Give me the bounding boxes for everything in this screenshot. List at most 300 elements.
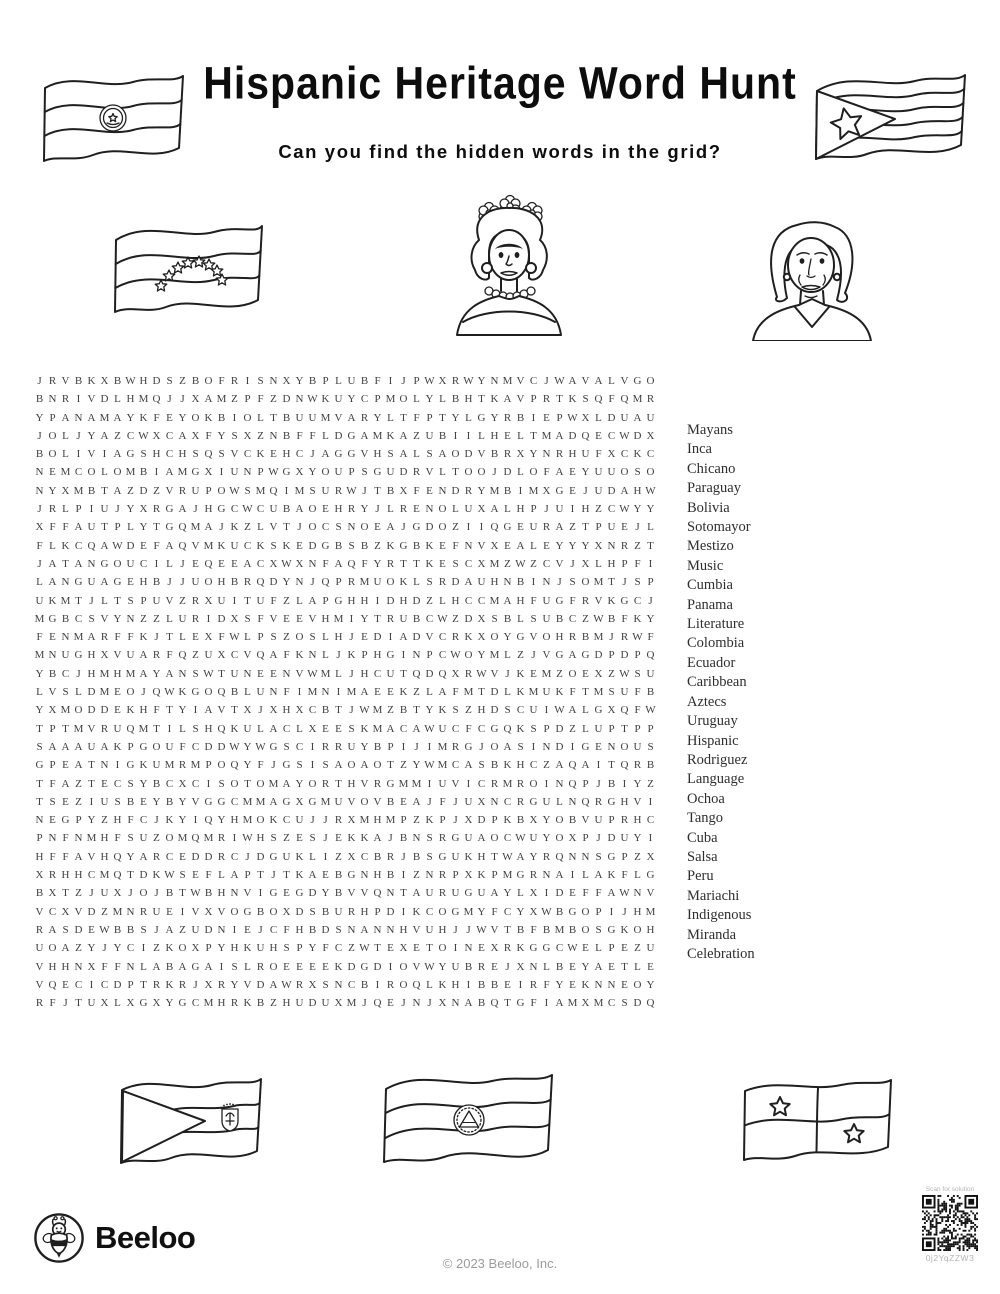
grid-letter: I xyxy=(180,905,185,918)
grid-letter: P xyxy=(530,393,537,406)
word-list-item: Mayans xyxy=(687,422,733,438)
word-list-item: Rodriguez xyxy=(687,751,748,768)
grid-letter: P xyxy=(400,814,407,827)
grid-letter: A xyxy=(594,960,603,973)
grid-letter: L xyxy=(62,448,69,461)
grid-letter: M xyxy=(593,686,604,699)
grid-letter: T xyxy=(283,869,290,882)
grid-letter: V xyxy=(516,393,525,406)
grid-letter: B xyxy=(48,667,57,680)
grid-letter: R xyxy=(243,576,252,589)
grid-letter: Z xyxy=(335,850,342,863)
grid-letter: E xyxy=(400,795,407,808)
grid-letter: B xyxy=(126,795,135,808)
grid-letter: R xyxy=(503,448,512,461)
grid-letter: A xyxy=(633,411,642,424)
grid-letter: R xyxy=(100,631,109,644)
grid-letter: V xyxy=(412,923,421,936)
grid-letter: A xyxy=(516,539,525,552)
grid-letter: H xyxy=(35,850,44,863)
grid-letter: H xyxy=(464,393,473,406)
grid-letter: E xyxy=(569,960,576,973)
grid-letter: C xyxy=(451,759,460,772)
grid-letter: I xyxy=(141,942,146,955)
grid-letter: T xyxy=(114,594,121,607)
grid-letter: L xyxy=(426,978,433,991)
grid-letter: J xyxy=(37,429,42,442)
grid-letter: F xyxy=(452,539,459,552)
grid-letter: N xyxy=(490,375,499,387)
grid-letter: O xyxy=(126,686,135,699)
grid-letter: N xyxy=(347,521,356,534)
grid-letter: G xyxy=(386,649,395,662)
grid-letter: U xyxy=(139,832,148,845)
grid-letter: X xyxy=(282,905,291,918)
grid-letter: N xyxy=(35,484,44,497)
grid-letter: Z xyxy=(608,667,615,680)
grid-letter: V xyxy=(451,777,460,790)
grid-letter: E xyxy=(62,759,69,772)
grid-letter: I xyxy=(76,448,81,461)
grid-letter: C xyxy=(438,631,447,644)
grid-letter: C xyxy=(646,448,655,461)
grid-letter: M xyxy=(554,923,565,936)
grid-letter: U xyxy=(61,649,70,662)
grid-letter: O xyxy=(139,887,148,900)
grid-letter: Y xyxy=(581,466,590,479)
grid-letter: R xyxy=(48,375,57,387)
grid-letter: Q xyxy=(503,722,512,735)
grid-letter: Z xyxy=(179,375,186,387)
grid-letter: H xyxy=(399,594,408,607)
grid-letter: Y xyxy=(555,978,564,991)
grid-letter: U xyxy=(178,612,187,625)
equatorial-guinea-flag xyxy=(110,1063,272,1183)
grid-letter: V xyxy=(334,411,343,424)
grid-letter: A xyxy=(503,740,512,753)
grid-letter: K xyxy=(178,686,187,699)
grid-letter: D xyxy=(308,887,317,900)
grid-letter: C xyxy=(126,429,135,442)
panama-flag xyxy=(733,1067,908,1173)
grid-letter: D xyxy=(620,649,629,662)
grid-letter: X xyxy=(347,814,356,827)
grid-letter: T xyxy=(218,667,225,680)
grid-letter: U xyxy=(191,923,200,936)
grid-letter: V xyxy=(581,375,590,387)
grid-letter: N xyxy=(438,484,447,497)
grid-letter: C xyxy=(256,503,265,516)
grid-letter: I xyxy=(76,393,81,406)
grid-letter: V xyxy=(35,978,44,991)
grid-letter: L xyxy=(413,393,420,406)
grid-letter: A xyxy=(204,521,213,534)
grid-letter: A xyxy=(269,795,278,808)
grid-letter: U xyxy=(334,795,343,808)
grid-letter: O xyxy=(490,740,499,753)
grid-letter: C xyxy=(191,740,200,753)
grid-letter: H xyxy=(438,923,447,936)
grid-letter: A xyxy=(503,393,512,406)
grid-letter: J xyxy=(622,576,627,589)
grid-letter: P xyxy=(491,814,498,827)
grid-letter: L xyxy=(114,393,121,406)
grid-letter: J xyxy=(180,393,185,406)
grid-letter: O xyxy=(256,814,265,827)
grid-letter: J xyxy=(193,978,198,991)
grid-letter: X xyxy=(100,649,109,662)
grid-letter: V xyxy=(87,850,96,863)
grid-letter: S xyxy=(309,631,316,644)
grid-letter: V xyxy=(477,539,486,552)
grid-letter: L xyxy=(439,466,446,479)
grid-letter: L xyxy=(582,704,589,717)
grid-letter: E xyxy=(387,997,394,1010)
grid-letter: X xyxy=(295,557,304,570)
grid-letter: N xyxy=(269,375,278,387)
grid-letter: V xyxy=(243,978,252,991)
grid-letter: U xyxy=(594,814,603,827)
grid-letter: K xyxy=(438,978,447,991)
grid-row xyxy=(33,390,657,408)
grid-letter: O xyxy=(490,631,499,644)
grid-letter: S xyxy=(62,923,69,936)
grid-letter: A xyxy=(321,448,330,461)
word-list-item: Indigenous xyxy=(687,907,752,924)
grid-letter: L xyxy=(439,393,446,406)
grid-letter: X xyxy=(646,850,655,863)
grid-letter: O xyxy=(490,832,499,845)
grid-letter: G xyxy=(373,466,382,479)
grid-letter: U xyxy=(633,740,642,753)
grid-letter: L xyxy=(517,466,524,479)
grid-letter: C xyxy=(438,649,447,662)
grid-letter: J xyxy=(154,923,159,936)
grid-letter: P xyxy=(374,393,381,406)
grid-letter: N xyxy=(48,393,57,406)
grid-letter: B xyxy=(230,686,239,699)
grid-letter: S xyxy=(309,905,316,918)
grid-letter: Y xyxy=(282,576,291,589)
grid-letter: C xyxy=(503,832,512,845)
grid-letter: R xyxy=(464,484,473,497)
word-list-item: Uruguay xyxy=(687,713,738,730)
grid-letter: M xyxy=(307,686,318,699)
grid-letter: I xyxy=(310,740,315,753)
grid-letter: Y xyxy=(230,978,239,991)
grid-letter: V xyxy=(217,905,226,918)
grid-letter: H xyxy=(347,594,356,607)
grid-letter: J xyxy=(180,576,185,589)
grid-letter: B xyxy=(204,887,213,900)
grid-letter: L xyxy=(595,942,602,955)
grid-letter: Y xyxy=(568,539,577,552)
grid-letter: F xyxy=(283,923,290,936)
grid-row xyxy=(33,811,657,829)
grid-letter: X xyxy=(269,704,278,717)
grid-letter: F xyxy=(621,869,628,882)
grid-letter: G xyxy=(477,411,486,424)
grid-letter: N xyxy=(74,411,83,424)
grid-letter: Y xyxy=(477,375,486,387)
grid-letter: R xyxy=(230,997,239,1010)
grid-letter: Z xyxy=(569,521,576,534)
grid-letter: P xyxy=(621,850,628,863)
grid-letter: W xyxy=(346,484,357,497)
grid-letter: A xyxy=(61,777,70,790)
grid-letter: T xyxy=(582,521,589,534)
grid-letter: C xyxy=(347,978,356,991)
grid-letter: F xyxy=(465,722,472,735)
grid-letter: C xyxy=(321,521,330,534)
grid-letter: F xyxy=(439,795,446,808)
grid-letter: E xyxy=(335,722,342,735)
grid-letter: C xyxy=(282,722,291,735)
grid-letter: H xyxy=(139,704,148,717)
grid-letter: Q xyxy=(490,997,499,1010)
grid-letter: U xyxy=(230,466,239,479)
grid-letter: C xyxy=(295,448,304,461)
grid-letter: B xyxy=(646,686,655,699)
grid-letter: A xyxy=(295,503,304,516)
grid-letter: W xyxy=(502,850,513,863)
grid-letter: W xyxy=(554,375,565,387)
grid-letter: B xyxy=(74,375,83,387)
grid-letter: I xyxy=(544,777,549,790)
grid-letter: P xyxy=(127,978,134,991)
grid-letter: N xyxy=(386,887,395,900)
grid-letter: P xyxy=(582,777,589,790)
grid-letter: E xyxy=(478,942,485,955)
grid-letter: S xyxy=(426,448,433,461)
grid-letter: Z xyxy=(634,942,641,955)
grid-letter: A xyxy=(555,997,564,1010)
grid-letter: B xyxy=(477,997,486,1010)
grid-letter: X xyxy=(100,375,109,387)
grid-letter: U xyxy=(256,942,265,955)
grid-letter: G xyxy=(386,777,395,790)
grid-letter: L xyxy=(257,521,264,534)
qr-caption: Scan for solution xyxy=(925,1186,975,1193)
grid-letter: G xyxy=(412,521,421,534)
grid-letter: B xyxy=(386,869,395,882)
grid-letter: R xyxy=(451,631,460,644)
grid-letter: V xyxy=(87,722,96,735)
grid-letter: M xyxy=(112,905,123,918)
grid-letter: X xyxy=(243,704,252,717)
grid-letter: E xyxy=(387,942,394,955)
grid-letter: J xyxy=(583,484,588,497)
grid-letter: D xyxy=(100,393,109,406)
grid-letter: U xyxy=(87,521,96,534)
word-list-item: Hispanic xyxy=(687,732,739,749)
grid-letter: Q xyxy=(204,448,213,461)
grid-letter: X xyxy=(191,429,200,442)
grid-letter: O xyxy=(581,576,590,589)
grid-letter: K xyxy=(360,722,369,735)
grid-letter: M xyxy=(216,393,227,406)
grid-letter: J xyxy=(401,850,406,863)
grid-letter: C xyxy=(191,777,200,790)
grid-letter: G xyxy=(334,594,343,607)
grid-letter: G xyxy=(139,997,148,1010)
grid-letter: X xyxy=(282,375,291,387)
grid-letter: O xyxy=(347,759,356,772)
grid-letter: E xyxy=(296,832,303,845)
grid-letter: L xyxy=(49,539,56,552)
grid-letter: M xyxy=(541,429,552,442)
grid-letter: G xyxy=(360,960,369,973)
grid-letter: T xyxy=(504,923,511,936)
grid-letter: Q xyxy=(347,557,356,570)
grid-letter: T xyxy=(62,887,69,900)
grid-letter: O xyxy=(204,576,213,589)
grid-letter: K xyxy=(139,759,148,772)
grid-letter: C xyxy=(477,594,486,607)
grid-letter: G xyxy=(282,466,291,479)
grid-letter: Y xyxy=(126,850,135,863)
grid-letter: V xyxy=(113,649,122,662)
grid-letter: D xyxy=(490,704,499,717)
grid-letter: H xyxy=(139,375,148,387)
grid-letter: F xyxy=(543,978,550,991)
grid-letter: B xyxy=(334,887,343,900)
grid-letter: Z xyxy=(153,832,160,845)
grid-letter: Y xyxy=(360,740,369,753)
puerto-rico-flag xyxy=(803,57,980,182)
grid-letter: G xyxy=(607,795,616,808)
grid-letter: C xyxy=(425,905,434,918)
grid-letter: T xyxy=(400,887,407,900)
grid-letter: X xyxy=(48,887,57,900)
grid-row xyxy=(33,829,657,847)
grid-letter: X xyxy=(477,612,486,625)
grid-letter: B xyxy=(308,923,317,936)
grid-letter: S xyxy=(114,795,121,808)
grid-letter: Y xyxy=(477,905,486,918)
grid-letter: V xyxy=(100,612,109,625)
grid-letter: Z xyxy=(595,503,602,516)
grid-letter: E xyxy=(361,631,368,644)
paraguay-flag xyxy=(33,58,193,180)
grid-letter: X xyxy=(594,667,603,680)
grid-letter: B xyxy=(516,576,525,589)
grid-letter: I xyxy=(115,759,120,772)
grid-letter: A xyxy=(308,594,317,607)
grid-letter: U xyxy=(87,740,96,753)
grid-letter: J xyxy=(323,832,328,845)
grid-letter: R xyxy=(438,869,447,882)
grid-letter: K xyxy=(516,686,525,699)
grid-letter: A xyxy=(399,429,408,442)
grid-letter: P xyxy=(608,649,615,662)
grid-letter: R xyxy=(568,631,577,644)
grid-letter: G xyxy=(48,612,57,625)
grid-letter: C xyxy=(74,539,83,552)
grid-letter: Z xyxy=(153,484,160,497)
grid-row xyxy=(33,921,657,939)
grid-letter: M xyxy=(502,375,513,387)
grid-letter: R xyxy=(451,740,460,753)
grid-letter: K xyxy=(113,740,122,753)
grid-letter: O xyxy=(438,503,447,516)
grid-letter: H xyxy=(113,667,122,680)
grid-letter: A xyxy=(139,667,148,680)
grid-letter: X xyxy=(568,832,577,845)
grid-letter: X xyxy=(152,997,161,1010)
grid-letter: P xyxy=(452,869,459,882)
grid-letter: D xyxy=(217,740,226,753)
grid-letter: L xyxy=(608,375,615,387)
grid-letter: F xyxy=(127,631,134,644)
grid-letter: M xyxy=(99,686,110,699)
grid-letter: H xyxy=(373,448,382,461)
grid-letter: S xyxy=(231,960,238,973)
grid-letter: G xyxy=(321,539,330,552)
grid-letter: H xyxy=(490,429,499,442)
word-list-item: Cuba xyxy=(687,829,718,846)
grid-letter: Y xyxy=(139,521,148,534)
grid-letter: L xyxy=(244,960,251,973)
grid-letter: F xyxy=(114,960,121,973)
grid-letter: O xyxy=(178,942,187,955)
grid-row xyxy=(33,628,657,646)
grid-letter: E xyxy=(387,686,394,699)
grid-letter: R xyxy=(529,978,538,991)
grid-letter: U xyxy=(230,539,239,552)
grid-letter: R xyxy=(581,594,590,607)
grid-letter: V xyxy=(516,375,525,387)
grid-letter: K xyxy=(464,631,473,644)
grid-letter: A xyxy=(165,466,174,479)
grid-letter: E xyxy=(530,667,537,680)
grid-letter: I xyxy=(167,722,172,735)
grid-letter: Y xyxy=(178,814,187,827)
grid-letter: Y xyxy=(633,832,642,845)
grid-letter: A xyxy=(360,759,369,772)
grid-letter: N xyxy=(230,887,239,900)
grid-letter: E xyxy=(114,704,121,717)
grid-letter: G xyxy=(308,795,317,808)
grid-letter: J xyxy=(310,576,315,589)
grid-letter: S xyxy=(595,923,602,936)
grid-letter: D xyxy=(152,375,161,387)
grid-letter: R xyxy=(152,850,161,863)
grid-letter: E xyxy=(569,887,576,900)
grid-letter: U xyxy=(477,576,486,589)
grid-letter: P xyxy=(244,869,251,882)
grid-letter: M xyxy=(346,686,357,699)
grid-letter: M xyxy=(463,686,474,699)
grid-letter: M xyxy=(138,393,149,406)
grid-letter: P xyxy=(335,576,342,589)
grid-letter: O xyxy=(464,649,473,662)
grid-letter: S xyxy=(322,978,329,991)
grid-letter: Z xyxy=(231,393,238,406)
grid-letter: H xyxy=(360,905,369,918)
grid-letter: S xyxy=(36,740,43,753)
grid-letter: A xyxy=(412,887,421,900)
grid-letter: G xyxy=(334,448,343,461)
grid-letter: J xyxy=(258,923,263,936)
grid-letter: N xyxy=(568,850,577,863)
grid-letter: A xyxy=(516,850,525,863)
grid-letter: B xyxy=(256,997,265,1010)
grid-letter: E xyxy=(595,429,602,442)
grid-letter: A xyxy=(139,850,148,863)
grid-letter: L xyxy=(244,686,251,699)
grid-letter: Z xyxy=(283,631,290,644)
